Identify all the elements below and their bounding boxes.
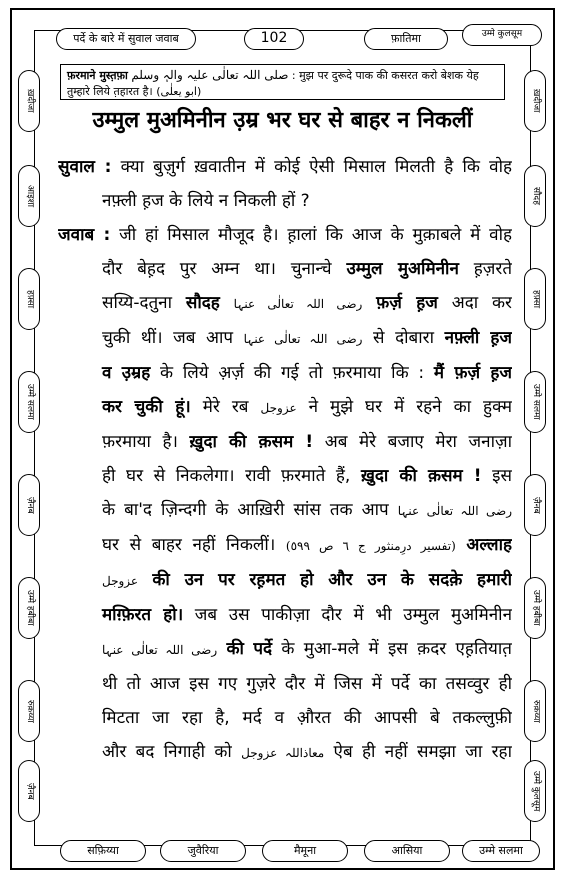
hadith-arabic: صلی اللہ تعالٰی علیہ والہٖ وسلم: [131, 68, 289, 82]
answer-line-9: [58, 493, 512, 528]
answer-text-4b: से दोबारा: [373, 328, 435, 348]
left-side-cartouche: [18, 268, 40, 330]
left-side-cartouche-text: ज़ैनब: [25, 782, 35, 800]
answer-line-11: [58, 563, 512, 598]
right-side-cartouche-text: हफ़्सा: [531, 289, 541, 309]
question-text-1: क्या बुज़ुर्ग ख़वातीन में कोई ऐसी मिसाल मिलती है कि वोह: [120, 157, 512, 177]
right-side-cartouche-text: ख़दीजा: [531, 89, 541, 113]
answer-arabic-4: رضی اللہ تعالٰی عنہا: [243, 332, 363, 346]
answer-text-7c: अब मेरे बजाए मेरा जनाज़ा: [324, 432, 512, 452]
answer-arabic-16: معاذاللہ عزوجل: [241, 746, 325, 760]
answer-line-12: [58, 598, 512, 632]
top-cartouche-corner: [462, 24, 542, 46]
left-side-cartouche: [18, 70, 40, 132]
answer-text-11: की उन पर रह़मत हो और उन के सदक़े हमारी: [152, 570, 512, 590]
answer-text-3d: अदा कर: [451, 293, 512, 313]
answer-text-13b: पर्दे: [253, 639, 272, 659]
right-side-cartouche-text: उम्मे कुलसूम: [531, 770, 541, 812]
right-side-cartouche-text: ज़ैनब: [531, 496, 541, 514]
right-side-cartouche-text: रुक़य्या: [531, 699, 541, 723]
right-side-cartouche: [524, 371, 546, 433]
answer-citation: (تفسیر درِمنثور ج ٦ ص ٥٩٩): [285, 539, 456, 553]
main-text: [58, 150, 512, 770]
bottom-cartouche: [60, 840, 146, 862]
right-side-cartouche: [524, 165, 546, 227]
answer-line-2: [58, 252, 512, 286]
page-number: [244, 28, 304, 50]
left-side-cartouche: [18, 680, 40, 742]
top-name-text: फ़ातिमा: [391, 32, 421, 45]
top-corner-text: उम्मे कुलसूम: [481, 29, 523, 39]
right-side-cartouche: [524, 70, 546, 132]
question-line-1: [58, 150, 512, 184]
left-side-cartouche-text: आइशा: [25, 184, 35, 208]
answer-line-14: [58, 667, 512, 701]
answer-text-2b: उम्मुल मुअमिनीन: [346, 259, 459, 279]
answer-line-16: [58, 735, 512, 770]
bottom-cartouche-text: उम्मे सलमा: [479, 844, 523, 857]
answer-text-3c: फ़र्ज़ ह़ज: [376, 293, 438, 313]
left-side-cartouche-text: उम्मे हबीबा: [25, 590, 35, 626]
left-side-cartouche: [18, 577, 40, 639]
answer-line-1: [58, 218, 512, 252]
answer-text-10b: अल्लाह: [466, 535, 512, 555]
bottom-cartouche-text: जुवैरिया: [187, 844, 219, 857]
answer-line-7: [58, 425, 512, 459]
answer-text-3a: सय्यि-दतुना: [102, 293, 173, 313]
answer-text-13a: की: [226, 639, 244, 659]
answer-text-8a: ही घर से निकलेगा। रावी फ़रमाते हैं,: [102, 466, 351, 486]
bottom-cartouche-text: मैमूना: [293, 844, 317, 857]
top-cartouche-name: [364, 28, 448, 50]
answer-text-6a: कर चुकी हूं।: [102, 397, 191, 417]
answer-text-4c: नफ़्ली ह़ज: [444, 328, 512, 348]
question-label: सुवाल :: [58, 157, 112, 177]
answer-text-7a: फ़रमाया है।: [102, 432, 178, 452]
answer-text-2c: ह़ज़रते: [473, 259, 512, 279]
answer-text-5b: के लिये अ़र्ज़ की गई तो फ़रमाया कि :: [160, 363, 425, 383]
left-side-cartouche-text: हफ़्सा: [25, 289, 35, 309]
bottom-cartouche-text: आसिया: [391, 844, 423, 857]
hadith-label: फ़रमाने मुस्त़फ़ा: [67, 69, 128, 82]
answer-arabic-13: رضی اللہ تعالٰی عنہا: [102, 643, 218, 657]
answer-line-15: [58, 701, 512, 735]
left-side-cartouche: [18, 371, 40, 433]
answer-line-10: [58, 528, 512, 563]
left-side-cartouche: [18, 474, 40, 536]
answer-text-10a: घर से बाहर नहीं निकलीं।: [102, 535, 276, 555]
answer-line-8: [58, 459, 512, 493]
question-text-2: नफ़्ली ह़ज के लिये न निकली हों ?: [102, 191, 310, 211]
right-side-cartouche: [524, 577, 546, 639]
answer-line-3: [58, 286, 512, 321]
bottom-cartouche-text: सफ़िय्या: [87, 844, 119, 857]
answer-arabic-9: رضی اللہ تعالٰی عنہا: [397, 504, 512, 518]
answer-text-12b: जब उस पाकीज़ा दौर में भी उम्मुल मुअमिनीन: [194, 605, 512, 625]
left-side-cartouche-text: रुक़य्या: [25, 699, 35, 723]
left-side-cartouche-text: ख़दीजा: [25, 89, 35, 113]
left-side-cartouche-text: उम्मे सलमा: [25, 384, 35, 420]
answer-line-5: [58, 356, 512, 390]
answer-text-4a: चुकी थीं। जब आप: [102, 328, 234, 348]
answer-arabic-11: عزوجل: [102, 574, 139, 588]
answer-text-9a: के बा'द ज़िन्दगी के आख़िरी सांस तक आप: [102, 500, 389, 520]
answer-text-7b: ख़ुदा की क़सम !: [189, 432, 314, 452]
left-side-cartouche-text: ज़ैनब: [25, 496, 35, 514]
answer-text-1: जी हां मिसाल मौजूद है। ह़ालां कि आज के मुक़ाबले में वोह: [119, 225, 512, 245]
bottom-cartouche: [364, 840, 450, 862]
right-side-cartouche: [524, 474, 546, 536]
question-line-2: [58, 184, 512, 218]
answer-text-13c: के मुआ-मले में इस क़दर एह़तियात़: [281, 639, 512, 659]
bottom-cartouche: [462, 840, 540, 862]
answer-label: जवाब :: [58, 225, 111, 245]
answer-text-5c: मैं फ़र्ज़ ह़ज: [433, 363, 512, 383]
answer-text-15: मिटता जा रहा है, मर्द व औ़रत की आपसी बे तकल्लुफ़ी: [102, 708, 512, 728]
bottom-cartouche: [262, 840, 348, 862]
right-side-cartouche: [524, 680, 546, 742]
header-hadith-note: [60, 64, 505, 100]
answer-text-5a: व उ़म्रह: [102, 363, 151, 383]
right-side-cartouche: [524, 760, 546, 822]
answer-text-3b: सौदह: [185, 293, 220, 313]
page-number-text: 102: [260, 30, 288, 46]
answer-text-6c: ने मुझे घर में रहने का हुक्म: [308, 397, 512, 417]
answer-text-16a: और बद निगाही को: [102, 742, 232, 762]
answer-line-4: [58, 321, 512, 356]
top-cartouche-book-title: [56, 28, 196, 50]
right-side-cartouche-text: उम्मे हबीबा: [531, 590, 541, 626]
bottom-cartouche: [160, 840, 246, 862]
right-side-cartouche-text: उम्मे सलमा: [531, 384, 541, 420]
left-side-cartouche: [18, 760, 40, 822]
answer-text-8b: ख़ुदा की क़सम !: [360, 466, 482, 486]
answer-arabic-3: رضی اللہ تعالٰی عنہا: [233, 297, 363, 311]
answer-text-6b: मेरे रब: [202, 397, 249, 417]
answer-text-2a: दौर बेह़द पुर अम्न था। चुनान्चे: [102, 259, 332, 279]
page-title: उम्मुल मुअमिनीन उ़म्र भर घर से बाहर न निकलीं: [92, 108, 473, 133]
answer-text-12a: मग़्फ़िरत हो।: [102, 605, 184, 625]
answer-line-6: [58, 390, 512, 425]
answer-text-8c: इस: [492, 466, 512, 486]
answer-text-16b: ऐब ही नहीं समझा जा रहा: [333, 742, 512, 762]
left-side-cartouche: [18, 165, 40, 227]
book-title-text: पर्दे के बारे में सुवाल जवाब: [73, 32, 179, 45]
right-side-cartouche: [524, 268, 546, 330]
right-side-cartouche-text: सौदह: [531, 187, 541, 205]
hadith-text: : मुझ पर दुरूदे पाक की कसरत करो बेशक येह तुम्हारे लिये त़हारत है। (ابو یعلٰی): [67, 69, 479, 98]
answer-line-13: [58, 632, 512, 667]
answer-text-14: थी तो आज इस गए गुज़रे दौर में जिस में पर्दे का तसव्वुर ही: [102, 674, 512, 694]
answer-arabic-6: عزوجل: [260, 401, 297, 415]
